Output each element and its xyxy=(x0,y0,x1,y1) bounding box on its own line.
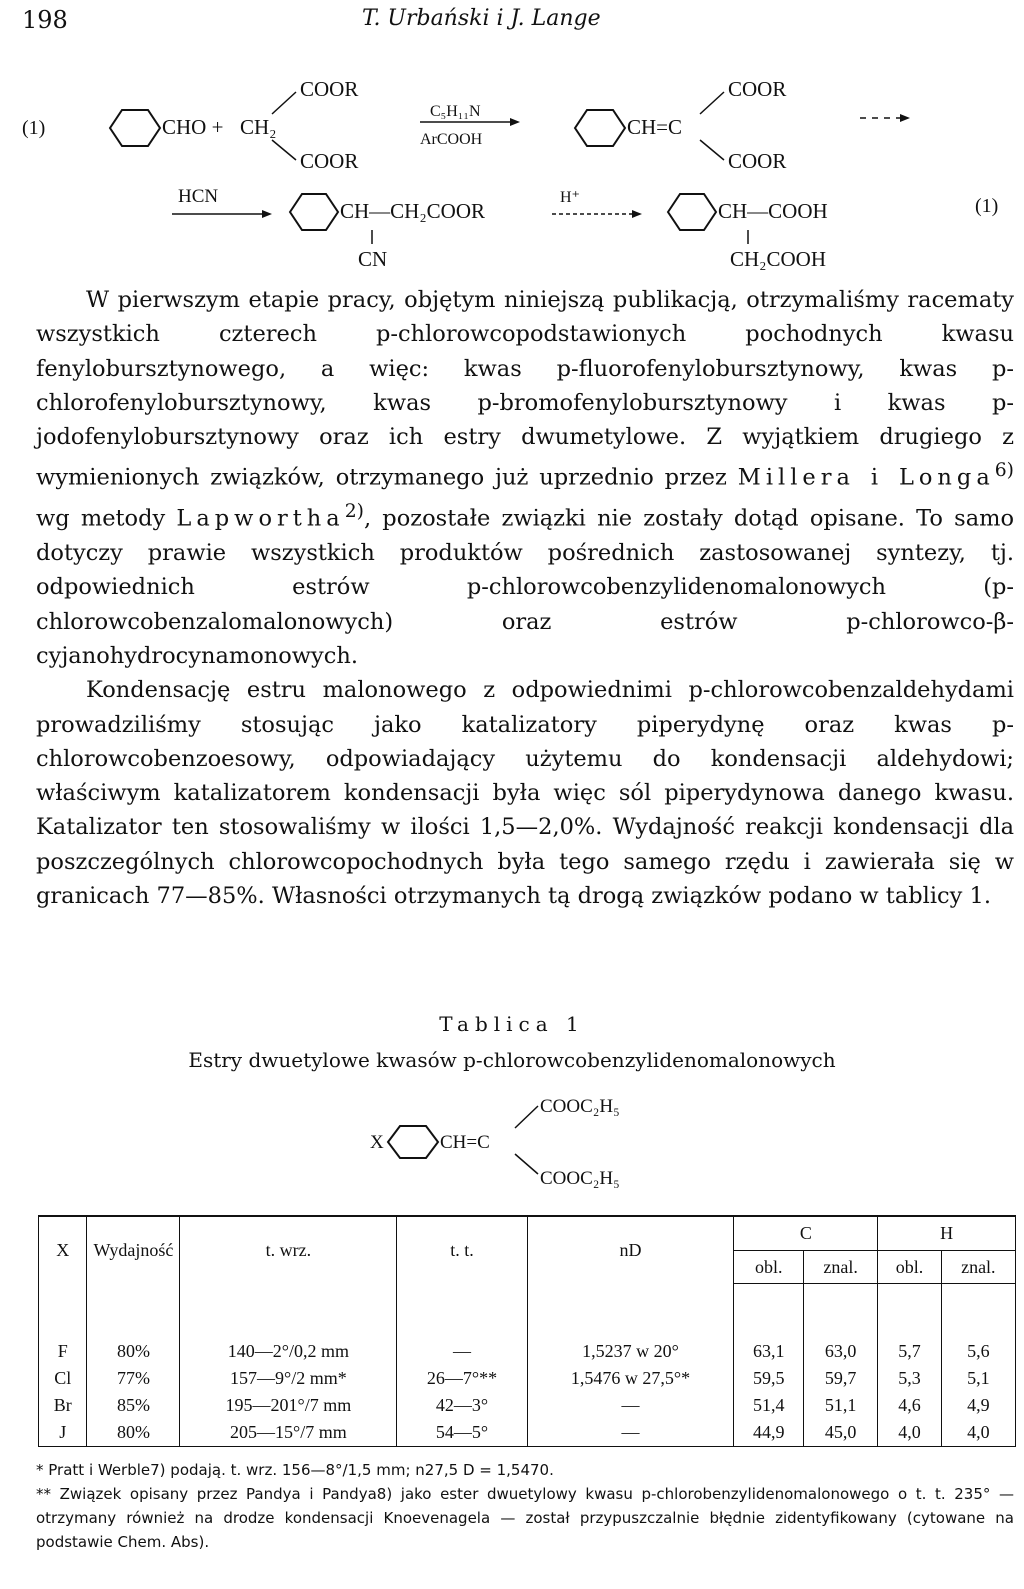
header-h-found: znal. xyxy=(941,1251,1015,1284)
scheme-coor-bottom: COOR xyxy=(300,149,359,173)
reaction-scheme xyxy=(0,62,1024,280)
benzene-ring-icon xyxy=(290,194,338,230)
table-description: Estry dwuetylowe kwasów p-chlorowcobenzylidenomalonowych xyxy=(188,1048,836,1072)
scheme-product-coor-bottom: COOR xyxy=(728,149,787,173)
header-c: C xyxy=(734,1216,878,1251)
page-number: 198 xyxy=(22,6,68,34)
footnote-2: ** Związek opisany przez Pandya i Pandya8) jako ester dwuetylowy kwasu p-chlorobenzylidenomalonowego o t. t. 235° — otrzymany również na drodze kondensacji Knoevenagela — został przypuszczalnie błędnie zidentyfikowany (cytowane na podstawie Chem. Abs). xyxy=(36,1485,1014,1551)
reference-2: 2) xyxy=(344,501,364,523)
table-structure-formula xyxy=(370,1082,690,1192)
header-h-calc: obl. xyxy=(878,1251,941,1284)
table-row: Cl 77% 157—9°/2 mm* 26—7°** 1,5476 w 27,5°* 59,5 59,7 5,3 5,1 xyxy=(39,1365,1016,1392)
scheme-reactant-aldehyde: CHO + xyxy=(162,115,224,139)
data-table xyxy=(38,1215,1016,1447)
benzene-ring-icon xyxy=(575,110,625,146)
scheme-number-right: (1) xyxy=(975,195,999,217)
paragraph-1: W pierwszym etapie pracy, objętym niniejszą publikacją, otrzymaliśmy racematy wszystkich czterech p-chlorowcopodstawionych pochodnych kwasu fenylobursztynowego, a więc: kwas p-fluorofenylobursztynowy, kwas p-chlorofenylobursztynowy, kwas p-bromofenylobursztynowy i kwas p-jodofenylobursztynowy oraz ich estry dwumetylowe. Z wyjątkiem drugiego z wymienionych związków, otrzymanego już uprzednio przez Millera i Longa$^{6)}$ wg metody Lapwortha$^{2)}$, pozostałe związki nie zostały dotąd opisane. To samo dotyczy prawie wszystkich produktów pośrednich zastosowanej syntezy, tj. odpowiednich estrów p-chlorowcobenzylidenomalonowych (p-chlorowcobenzalomalonowych) oraz estrów p-chlorowco-β-cyjanohydrocynamonowych. xyxy=(36,287,1014,669)
scheme-intermediate-sub: CN xyxy=(358,247,388,271)
author-millera-longa: Millera i Longa xyxy=(737,464,995,491)
scheme-product-sub: CH₂COOH xyxy=(730,247,826,271)
footnotes xyxy=(36,1458,1014,1554)
benzene-ring-icon xyxy=(110,110,160,146)
scheme-product-ch: CH=C xyxy=(627,115,683,139)
scheme-ch2: CH₂ xyxy=(240,115,277,139)
header-c-calc: obl. xyxy=(734,1251,804,1284)
structure-ch: CH=C xyxy=(440,1132,490,1153)
scheme-product-acid: CH—COOH xyxy=(718,199,828,223)
scheme-coor-top: COOR xyxy=(300,77,359,101)
body-text xyxy=(36,283,1014,913)
reference-6: 6) xyxy=(994,460,1014,482)
table-row: Br 85% 195—201°/7 mm 42—3° — 51,4 51,1 4,6 4,9 xyxy=(39,1392,1016,1419)
header-nd: nD xyxy=(527,1216,734,1284)
scheme-reagent-hcn: HCN xyxy=(178,186,219,207)
scheme-product-coor-top: COOR xyxy=(728,77,787,101)
running-head: T. Urbański i J. Lange xyxy=(362,6,601,31)
scheme-catalyst-bottom: ArCOOH xyxy=(420,131,483,148)
benzene-ring-icon xyxy=(388,1126,438,1158)
scheme-number-left: (1) xyxy=(22,117,46,139)
benzene-ring-icon xyxy=(668,194,716,230)
scheme-intermediate: CH—CH₂COOR xyxy=(340,199,486,223)
table-row: J 80% 205—15°/7 mm 54—5° — 44,9 45,0 4,0 4,0 xyxy=(39,1419,1016,1447)
table-row: F 80% 140—2°/0,2 mm — 1,5237 w 20° 63,1 63,0 5,7 5,6 xyxy=(39,1338,1016,1365)
structure-top: COOC₂H₅ xyxy=(540,1096,620,1117)
header-yield: Wydajność xyxy=(87,1216,180,1284)
table-label: Tablica 1 xyxy=(439,1012,585,1036)
header-bp: t. wrz. xyxy=(180,1216,397,1284)
footnote-1: * Pratt i Werble7) podają. t. wrz. 156—8°/1,5 mm; n27,5 D = 1,5470. xyxy=(36,1461,554,1479)
table-caption xyxy=(0,1012,1024,1072)
header-mp: t. t. xyxy=(397,1216,527,1284)
header-c-found: znal. xyxy=(804,1251,878,1284)
structure-x: X xyxy=(370,1132,384,1153)
paragraph-2: Kondensację estru malonowego z odpowiednimi p-chlorowcobenzaldehydami prowadziliśmy stosując jako katalizatory piperydynę oraz kwas p-chlorowcobenzoesowy, odpowiadający użytemu do kondensacji aldehydowi; właściwym katalizatorem kondensacji była więc sól piperydynowa danego kwasu. Katalizator ten stosowaliśmy w ilości 1,5—2,0%. Wydajność reakcji kondensacji dla poszczególnych chlorowcopochodnych była tego samego rzędu i zawierała się w granicach 77—85%. Własności otrzymanych tą drogą związków podano w tablicy 1. xyxy=(36,677,1014,910)
header-h: H xyxy=(878,1216,1016,1251)
structure-bottom: COOC₂H₅ xyxy=(540,1168,620,1189)
header-x: X xyxy=(39,1216,87,1284)
author-lapwortha: Lapwortha xyxy=(176,505,345,532)
scheme-reagent-h: H⁺ xyxy=(560,189,580,206)
page-header xyxy=(22,6,1002,38)
scheme-catalyst-top: C₅H₁₁N xyxy=(430,103,481,120)
